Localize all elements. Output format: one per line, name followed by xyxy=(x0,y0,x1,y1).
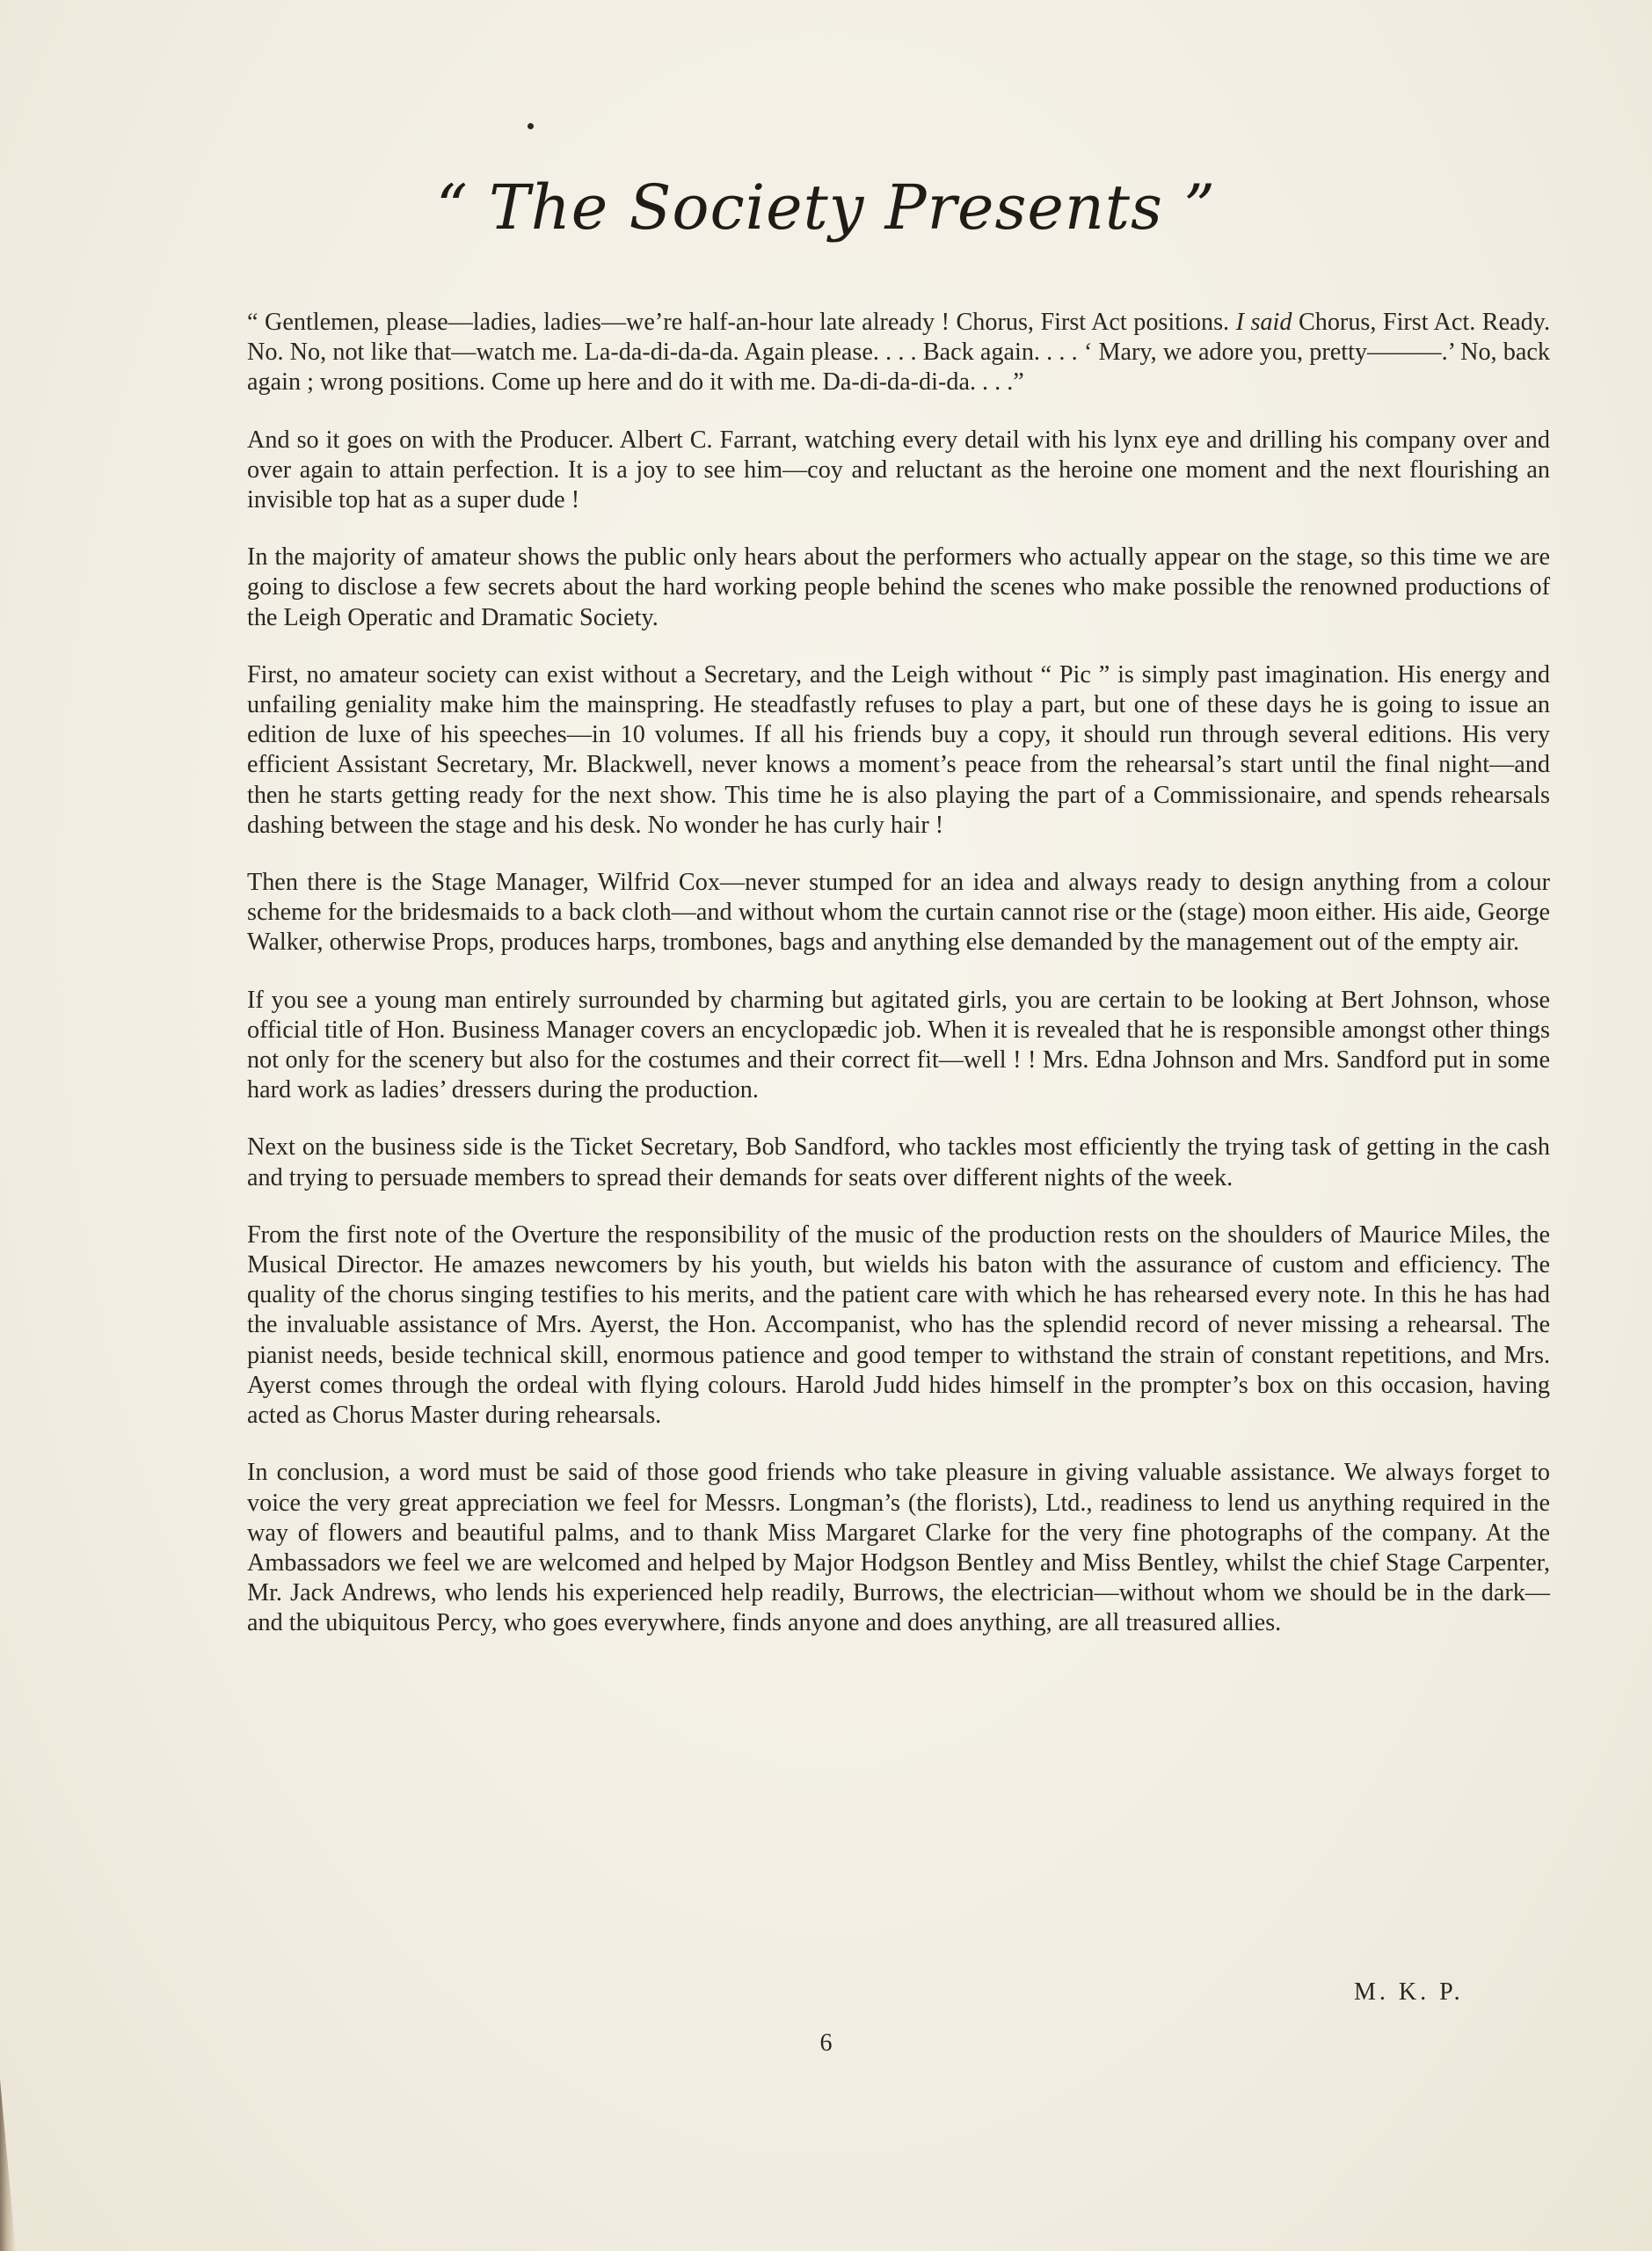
paragraph-p9 xyxy=(247,1458,1550,1638)
paragraph-text: “ Gentlemen, please—ladies, ladies—we’re half-an-hour late already ! Chorus, First Act positions. xyxy=(247,309,1236,336)
paragraph-p8 xyxy=(247,1220,1550,1431)
paragraph-text: First, no amateur society can exist without a Secretary, and the Leigh without “ Pic ” is simply past imagination. His energy and unfailing geniality make him the mainspring. He steadfastly refuses to play a part, but one of these days he is going to issue an edition de luxe of his speeches—in 10 volumes. If all his friends buy a copy, it should run through several editions. His very efficient Assistant Secretary, Mr. Blackwell, never knows a moment’s peace from the rehearsal’s start until the final night—and then he starts getting ready for the next show. This time he is also playing the part of a Commissionaire, and spends rehearsals dashing between the stage and his desk. No wonder he has curly hair ! xyxy=(247,660,1550,839)
page-number: 6 xyxy=(819,2029,833,2057)
page-title: “ The Society Presents ” xyxy=(435,171,1217,244)
paragraph-text: If you see a young man entirely surrounded by charming but agitated girls, you are certain to be looking at Bert Johnson, whose official title of Hon. Business Manager covers an encyclopædic job. When it is revealed that he is responsible amongst other things not only for the scenery but also for the costumes and their correct fit—well ! ! Mrs. Edna Johnson and Mrs. Sandford put in some hard work as ladies’ dressers during the production. xyxy=(247,986,1550,1104)
paragraph-text: In conclusion, a word must be said of those good friends who take pleasure in giving valuable assistance. We always forget to voice the very great appreciation we feel for Messrs. Longman’s (the florists), Ltd., readiness to lend us anything required in the way of flowers and beautiful palms, and to thank Miss Margaret Clarke for the very fine photographs of the company. At the Ambassadors we feel we are welcomed and helped by Major Hodgson Bentley and Miss Bentley, whilst the chief Stage Carpenter, Mr. Jack Andrews, who lends his experienced help readily, Burrows, the electrician—without whom we should be in the dark—and the ubiquitous Percy, who goes everywhere, finds anyone and does anything, are all treasured allies. xyxy=(247,1459,1550,1637)
paragraph-p4 xyxy=(247,660,1550,841)
paragraph-text: Then there is the Stage Manager, Wilfrid Cox—never stumped for an idea and always ready to design anything from a colour scheme for the bridesmaids to a back cloth—and without whom the curtain cannot rise or the (stage) moon either. His aide, George Walker, otherwise Props, produces harps, trombones, bags and anything else demanded by the management out of the empty air. xyxy=(247,869,1550,957)
paragraph-p5 xyxy=(247,868,1550,958)
paragraph-text: From the first note of the Overture the responsibility of the music of the production rests on the shoulders of Maurice Miles, the Musical Director. He amazes newcomers by his youth, but wields his baton with the assurance of custom and efficiency. The quality of the chorus singing testifies to his merits, and the patient care with which he has rehearsed every note. In this he has had the invaluable assistance of Mrs. Ayerst, the Hon. Accompanist, who has the splendid record of never missing a rehearsal. The pianist needs, beside technical skill, enormous patience and good temper to withstand the strain of constant repetitions, and Mrs. Ayerst comes through the ordeal with flying colours. Harold Judd hides himself in the prompter’s box on this occasion, having acted as Chorus Master during rehearsals. xyxy=(247,1220,1550,1430)
paragraph-p7 xyxy=(247,1133,1550,1192)
paragraph-text: And so it goes on with the Producer. Albert C. Farrant, watching every detail with his lynx eye and drilling his company over and over again to attain perfection. It is a joy to see him—coy and reluctant as the heroine one moment and the next flourishing an invisible top hat as a super dude ! xyxy=(247,426,1550,514)
paragraph-text: Chorus, First Act. Ready. No. No, not like that—watch me. La-da-di-da-da. Again please. . . . Back again. . . . ‘ Mary, we adore you, pretty———.’ No, back again ; wrong positions. Come up here and do it with me. Da-di-da-di-da. . . .” xyxy=(247,309,1550,397)
paragraph-p2 xyxy=(247,426,1550,516)
author-initials: M. K. P. xyxy=(1354,1978,1464,2006)
italic-text: I said xyxy=(1235,309,1292,336)
paragraph-text: Next on the business side is the Ticket Secretary, Bob Sandford, who tackles most efficiently the trying task of getting in the cash and trying to persuade members to spread their demands for seats over different nights of the week. xyxy=(247,1133,1550,1191)
article-body xyxy=(247,308,1550,1666)
paragraph-p6 xyxy=(247,986,1550,1106)
paragraph-p1 xyxy=(247,308,1550,398)
paragraph-p3 xyxy=(247,543,1550,633)
paragraph-text: In the majority of amateur shows the public only hears about the performers who actually appear on the stage, so this time we are going to disclose a few secrets about the hard working people behind the scenes who make possible the renowned productions of the Leigh Operatic and Dramatic Society. xyxy=(247,543,1550,631)
ink-dot xyxy=(528,123,534,129)
